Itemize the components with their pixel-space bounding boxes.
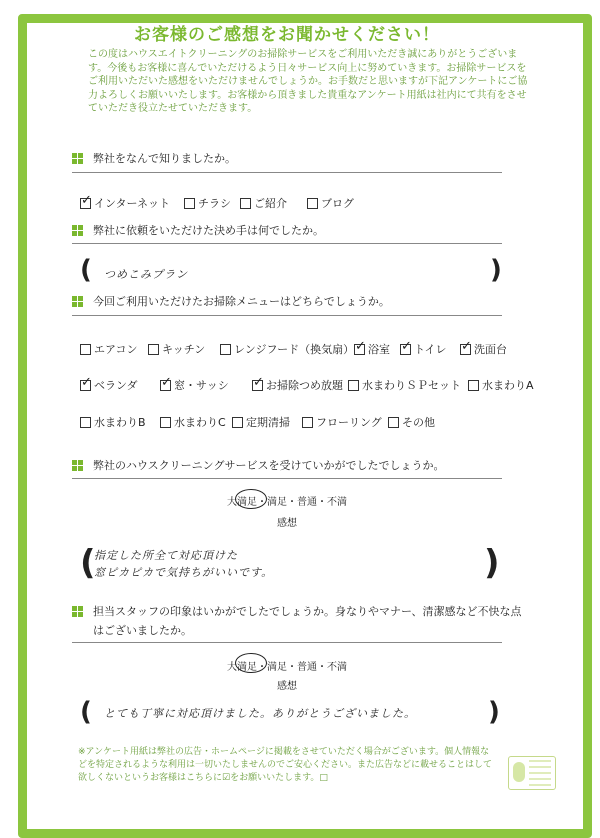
question-2-text: 弊社に依頼をいただけた決め手は何でしたか。 bbox=[93, 224, 324, 237]
checkbox-icon[interactable] bbox=[160, 417, 171, 428]
paren-right: ) bbox=[490, 255, 502, 285]
question-3 bbox=[72, 293, 390, 309]
q5-comment-label: 感想 bbox=[277, 681, 297, 692]
company-stamp bbox=[508, 756, 556, 790]
q4-comment-line1[interactable]: 指定した所全て対応頂けた bbox=[94, 549, 238, 562]
checkbox-icon[interactable] bbox=[307, 198, 318, 209]
divider bbox=[72, 243, 502, 244]
checkbox-icon[interactable] bbox=[302, 417, 313, 428]
divider bbox=[72, 172, 502, 173]
q1-option-flyer[interactable]: チラシ bbox=[184, 195, 231, 211]
bullet-icon bbox=[72, 460, 85, 471]
checkbox-icon[interactable] bbox=[388, 417, 399, 428]
checkbox-icon[interactable] bbox=[232, 417, 243, 428]
question-5-line2 bbox=[93, 622, 192, 638]
q3-option[interactable]: 水まわりC bbox=[160, 414, 226, 430]
q3-option[interactable]: ✓ トイレ bbox=[400, 341, 446, 357]
checkbox-checked-icon[interactable] bbox=[400, 344, 411, 355]
selection-circle bbox=[235, 653, 267, 673]
checkbox-icon[interactable] bbox=[184, 198, 195, 209]
checkbox-icon[interactable] bbox=[240, 198, 251, 209]
q3-option[interactable]: キッチン bbox=[148, 341, 205, 357]
intro-text: この度はハウスエイトクリーニングのお掃除サービスをご利用いただき誠にありがとうございます。今後もお客様に喜んでいただけるよう日々サービス向上に努めていきます。お掃除サービスをご利用いただいた感想をいただけませんでしょうか。お手数だと思いますが下記アンケートにご協力よろしくお願いいたします。お客様から頂きました貴重なアンケート用紙は社内にて共有をさせていただき役立たせていただきます。 bbox=[88, 49, 528, 114]
question-1 bbox=[72, 150, 236, 166]
bullet-icon bbox=[72, 296, 85, 307]
q3-option[interactable]: その他 bbox=[388, 414, 435, 430]
paren-left: ( bbox=[80, 697, 92, 727]
paren-left: ( bbox=[80, 255, 92, 285]
checkbox-checked-icon[interactable] bbox=[460, 344, 471, 355]
paren-left: ( bbox=[80, 543, 96, 583]
checkbox-checked-icon[interactable] bbox=[252, 380, 263, 391]
selection-circle bbox=[235, 489, 267, 509]
checkbox-icon[interactable] bbox=[220, 344, 231, 355]
checkbox-checked-icon[interactable] bbox=[160, 380, 171, 391]
q3-option[interactable]: ✓ 窓・サッシ bbox=[160, 377, 229, 393]
q5-comment[interactable]: とても丁寧に対応頂けました。ありがとうございました。 bbox=[104, 707, 416, 720]
q3-option[interactable]: フローリング bbox=[302, 414, 382, 430]
checkbox-checked-icon[interactable] bbox=[80, 380, 91, 391]
q4-comment-line2[interactable]: 窓ピカピカで気持ちがいいです。 bbox=[94, 566, 274, 579]
q3-option[interactable]: 水まわりＳＰセット bbox=[348, 377, 461, 393]
footer-note: ※アンケート用紙は弊社の広告・ホームページに掲載をさせていただく場合がございます。個人情報などを特定されるような利用は一切いたしませんのでご安心ください。また広告などに載せることはして欲しくないというお客様はこちらに☑をお願いいたします。□ bbox=[78, 747, 493, 783]
checkbox-checked-icon[interactable] bbox=[80, 198, 91, 209]
checkbox-icon[interactable] bbox=[80, 344, 91, 355]
q1-option-internet[interactable]: ✓ インターネット bbox=[80, 195, 170, 211]
q3-option[interactable]: エアコン bbox=[80, 341, 137, 357]
q3-option[interactable]: ✓ お掃除つめ放題 bbox=[252, 377, 343, 393]
bullet-icon bbox=[72, 606, 85, 617]
q2-answer[interactable]: つめこみプラン bbox=[104, 268, 188, 281]
question-4-text: 弊社のハウスクリーニングサービスを受けていかがでしたでしょうか。 bbox=[93, 459, 445, 472]
paren-right: ) bbox=[484, 543, 500, 583]
checkbox-icon[interactable] bbox=[148, 344, 159, 355]
q1-option-blog[interactable]: ブログ bbox=[307, 195, 354, 211]
question-5 bbox=[72, 603, 522, 619]
checkbox-icon[interactable] bbox=[468, 380, 479, 391]
question-4 bbox=[72, 457, 444, 473]
q3-option[interactable]: 水まわりA bbox=[468, 377, 534, 393]
q1-option-referral[interactable]: ご紹介 bbox=[240, 195, 287, 211]
q3-option[interactable]: レンジフード（換気扇） bbox=[220, 341, 354, 357]
stamp-lines bbox=[529, 760, 551, 786]
paren-right: ) bbox=[488, 697, 500, 727]
divider bbox=[72, 315, 502, 316]
question-1-text: 弊社をなんで知りましたか。 bbox=[93, 152, 236, 165]
question-5-text-1: 担当スタッフの印象はいかがでしたでしょうか。身なりやマナー、清潔感など不快な点 bbox=[93, 605, 522, 618]
q3-option[interactable]: 定期清掃 bbox=[232, 414, 290, 430]
q3-option[interactable]: ✓ 浴室 bbox=[354, 341, 390, 357]
question-5-text-2: はございましたか。 bbox=[93, 624, 192, 637]
checkbox-icon[interactable] bbox=[80, 417, 91, 428]
q3-option[interactable]: 水まわりB bbox=[80, 414, 146, 430]
bullet-icon bbox=[72, 153, 85, 164]
checkbox-checked-icon[interactable] bbox=[354, 344, 365, 355]
q5-rating-scale[interactable]: 大満足・満足・普通・不満 bbox=[227, 662, 347, 673]
divider bbox=[72, 642, 502, 643]
divider bbox=[72, 478, 502, 479]
q4-rating-scale[interactable]: 大満足・満足・普通・不満 bbox=[227, 497, 347, 508]
bullet-icon bbox=[72, 225, 85, 236]
q4-comment-label: 感想 bbox=[277, 518, 297, 529]
question-2 bbox=[72, 222, 324, 238]
checkbox-icon[interactable] bbox=[348, 380, 359, 391]
q3-option[interactable]: ✓ ベランダ bbox=[80, 377, 138, 393]
question-3-text: 今回ご利用いただけたお掃除メニューはどちらでしょうか。 bbox=[93, 295, 390, 308]
stamp-logo-icon bbox=[513, 762, 525, 782]
q3-option[interactable]: ✓ 洗面台 bbox=[460, 341, 507, 357]
page-title: お客様のご感想をお聞かせください！ bbox=[134, 25, 440, 45]
